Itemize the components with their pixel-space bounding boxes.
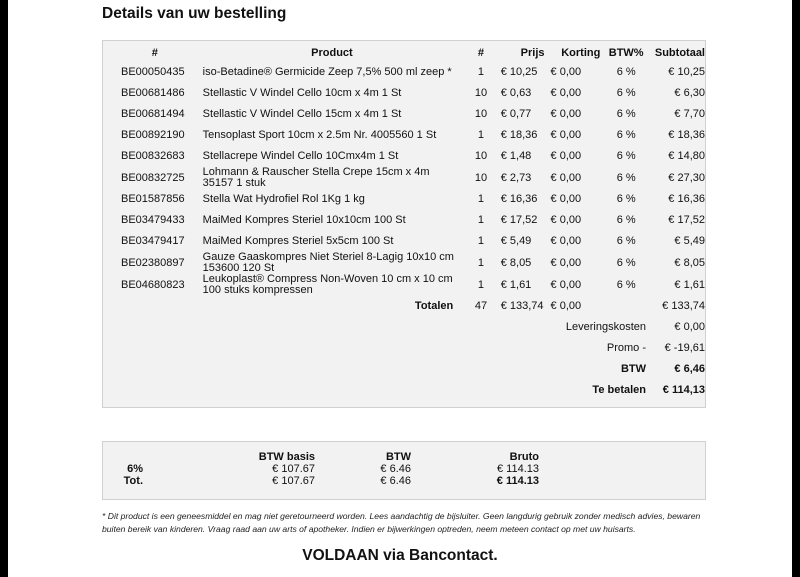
item-price: € 1,61 [500, 278, 532, 291]
item-code: BE01587856 [121, 193, 185, 205]
vat-summary-row [107, 463, 539, 475]
item-vat: 6 % [616, 108, 636, 120]
item-qty: 1 [477, 193, 485, 205]
table-row [107, 104, 705, 125]
table-row [107, 252, 705, 274]
col-header-subtotal: Subtotaal [654, 46, 705, 59]
col-header-qty: # [477, 46, 485, 59]
totals-row [107, 296, 705, 317]
item-qty: 1 [477, 129, 485, 141]
item-discount: € 0,00 [550, 278, 582, 291]
item-discount: € 0,00 [550, 214, 582, 226]
col-header-price: Prijs [520, 46, 545, 59]
item-discount: € 0,00 [550, 171, 582, 184]
item-code: BE00892190 [121, 129, 185, 141]
item-subtotal: € 16,36 [668, 193, 705, 205]
item-product: Tensoplast Sport 10cm x 2.5m Nr. 4005560 1 St [202, 129, 437, 141]
vat-summary-total-row [107, 475, 539, 487]
item-price: € 5,49 [500, 235, 532, 247]
item-product: Leukoplast® Compress Non-Woven 10 cm x 10 cm 100 stuks kompressen [202, 273, 453, 296]
item-price: € 0,77 [500, 108, 532, 120]
item-qty: 1 [477, 66, 485, 78]
disclaimer-text: * Dit product is een geneesmiddel en mag niet geretourneerd worden. Lees aandachtig de bijsluiter. Geen langdurig gebruik zonder medisch advies, bewaren buiten bereik van kinderen. Vraag raad aan uw arts of apotheker. Indien er bijwerkingen optreden, neem meteen contact op met uw huisarts. [102, 511, 701, 534]
vat-summary-table [107, 451, 539, 487]
item-vat: 6 % [616, 171, 636, 184]
col-header-code: # [151, 46, 158, 59]
vat-basis: € 107.67 [272, 475, 315, 487]
vat-rate: 6% [127, 463, 143, 475]
item-subtotal: € 8,05 [674, 256, 705, 269]
item-code: BE00832683 [121, 150, 185, 162]
delivery-label: Leveringskosten [565, 321, 647, 333]
item-vat: 6 % [616, 66, 636, 78]
table-row [107, 62, 705, 83]
vat-header-vat: BTW [385, 451, 411, 463]
pay-value: € 114,13 [662, 384, 705, 396]
page-title: Details van uw bestelling [102, 5, 287, 22]
totals-label: Totalen [414, 300, 454, 312]
item-code: BE03479433 [121, 214, 185, 226]
vat-amount: € 6.46 [380, 475, 411, 487]
item-product: Lohmann & Rauscher Stella Crepe 15cm x 4m 35157 1 stuk [202, 166, 430, 189]
totals-discount: € 0,00 [550, 300, 582, 312]
item-code: BE00050435 [121, 66, 185, 78]
item-discount: € 0,00 [550, 193, 582, 205]
vat-summary-panel [102, 441, 706, 500]
vat-amount: € 6.46 [380, 463, 411, 475]
item-price: € 16,36 [500, 193, 538, 205]
vat-row [107, 359, 705, 380]
item-product: Stellastic V Windel Cello 10cm x 4m 1 St [202, 87, 402, 99]
item-vat: 6 % [616, 87, 636, 99]
delivery-row [107, 317, 705, 338]
vat-value: € 6,46 [674, 363, 705, 375]
item-vat: 6 % [616, 150, 636, 162]
item-subtotal: € 14,80 [668, 150, 705, 162]
item-product: Gauze Gaaskompres Niet Steriel 8-Lagig 10x10 cm 153600 120 St [202, 251, 454, 274]
col-header-discount: Korting [561, 46, 601, 59]
table-row [107, 274, 705, 296]
vat-summary-header [107, 451, 539, 463]
pay-row [107, 380, 705, 401]
item-code: BE00832725 [121, 171, 185, 184]
item-qty: 1 [477, 256, 485, 269]
table-row [107, 167, 705, 189]
item-subtotal: € 18,36 [668, 129, 705, 141]
table-row [107, 231, 705, 252]
col-header-product: Product [311, 46, 353, 59]
item-subtotal: € 17,52 [668, 214, 705, 226]
item-code: BE04680823 [121, 278, 185, 291]
item-vat: 6 % [616, 278, 636, 291]
item-discount: € 0,00 [550, 129, 582, 141]
item-price: € 1,48 [500, 150, 532, 162]
item-discount: € 0,00 [550, 150, 582, 162]
item-vat: 6 % [616, 214, 636, 226]
item-price: € 18,36 [500, 129, 538, 141]
item-qty: 10 [474, 171, 488, 184]
order-details-panel [102, 40, 706, 408]
item-product: Stellastic V Windel Cello 15cm x 4m 1 St [202, 108, 402, 120]
item-discount: € 0,00 [550, 108, 582, 120]
item-discount: € 0,00 [550, 235, 582, 247]
item-subtotal: € 1,61 [674, 278, 705, 291]
table-header-row [107, 43, 705, 62]
vat-label: BTW [620, 363, 647, 375]
item-price: € 8,05 [500, 256, 532, 269]
item-discount: € 0,00 [550, 256, 582, 269]
item-qty: 1 [477, 235, 485, 247]
item-subtotal: € 27,30 [668, 171, 705, 184]
item-price: € 2,73 [500, 171, 532, 184]
order-table [107, 43, 705, 401]
item-code: BE02380897 [121, 256, 185, 269]
item-discount: € 0,00 [550, 66, 582, 78]
vat-header-gross: Bruto [509, 451, 539, 463]
table-row [107, 210, 705, 231]
table-row [107, 83, 705, 104]
item-qty: 10 [474, 87, 488, 99]
item-qty: 1 [477, 278, 485, 291]
vat-header-basis: BTW basis [258, 451, 315, 463]
item-vat: 6 % [616, 129, 636, 141]
item-vat: 6 % [616, 193, 636, 205]
item-qty: 10 [474, 150, 488, 162]
item-code: BE03479417 [121, 235, 185, 247]
item-price: € 0,63 [500, 87, 532, 99]
item-vat: 6 % [616, 256, 636, 269]
item-subtotal: € 10,25 [668, 66, 705, 78]
item-subtotal: € 5,49 [674, 235, 705, 247]
col-header-vat: BTW% [608, 46, 644, 59]
totals-price: € 133,74 [500, 300, 544, 312]
vat-gross: € 114.13 [496, 475, 539, 487]
item-code: BE00681486 [121, 87, 185, 99]
item-discount: € 0,00 [550, 87, 582, 99]
totals-subtotal: € 133,74 [662, 300, 705, 312]
item-subtotal: € 6,30 [674, 87, 705, 99]
item-qty: 10 [474, 108, 488, 120]
vat-gross: € 114.13 [496, 463, 539, 475]
item-product: iso-Betadine® Germicide Zeep 7,5% 500 ml zeep * [202, 66, 452, 78]
delivery-value: € 0,00 [674, 321, 705, 333]
table-row [107, 125, 705, 146]
totals-qty: 47 [474, 300, 488, 312]
table-row [107, 189, 705, 210]
item-price: € 10,25 [500, 66, 538, 78]
item-code: BE00681494 [121, 108, 185, 120]
payment-status: VOLDAAN via Bancontact. [302, 547, 498, 564]
item-subtotal: € 7,70 [674, 108, 705, 120]
vat-rate: Tot. [123, 475, 143, 487]
invoice-page [8, 0, 792, 577]
pay-label: Te betalen [592, 384, 647, 396]
vat-basis: € 107.67 [272, 463, 315, 475]
item-product: MaiMed Kompres Steriel 5x5cm 100 St [202, 235, 394, 247]
promo-row [107, 338, 705, 359]
item-price: € 17,52 [500, 214, 538, 226]
promo-value: € -19,61 [664, 342, 705, 354]
table-row [107, 146, 705, 167]
item-qty: 1 [477, 214, 485, 226]
item-product: Stellacrepe Windel Cello 10Cmx4m 1 St [202, 150, 399, 162]
item-vat: 6 % [616, 235, 636, 247]
promo-label: Promo - [606, 342, 647, 354]
item-product: MaiMed Kompres Steriel 10x10cm 100 St [202, 214, 406, 226]
item-product: Stella Wat Hydrofiel Rol 1Kg 1 kg [202, 193, 365, 205]
